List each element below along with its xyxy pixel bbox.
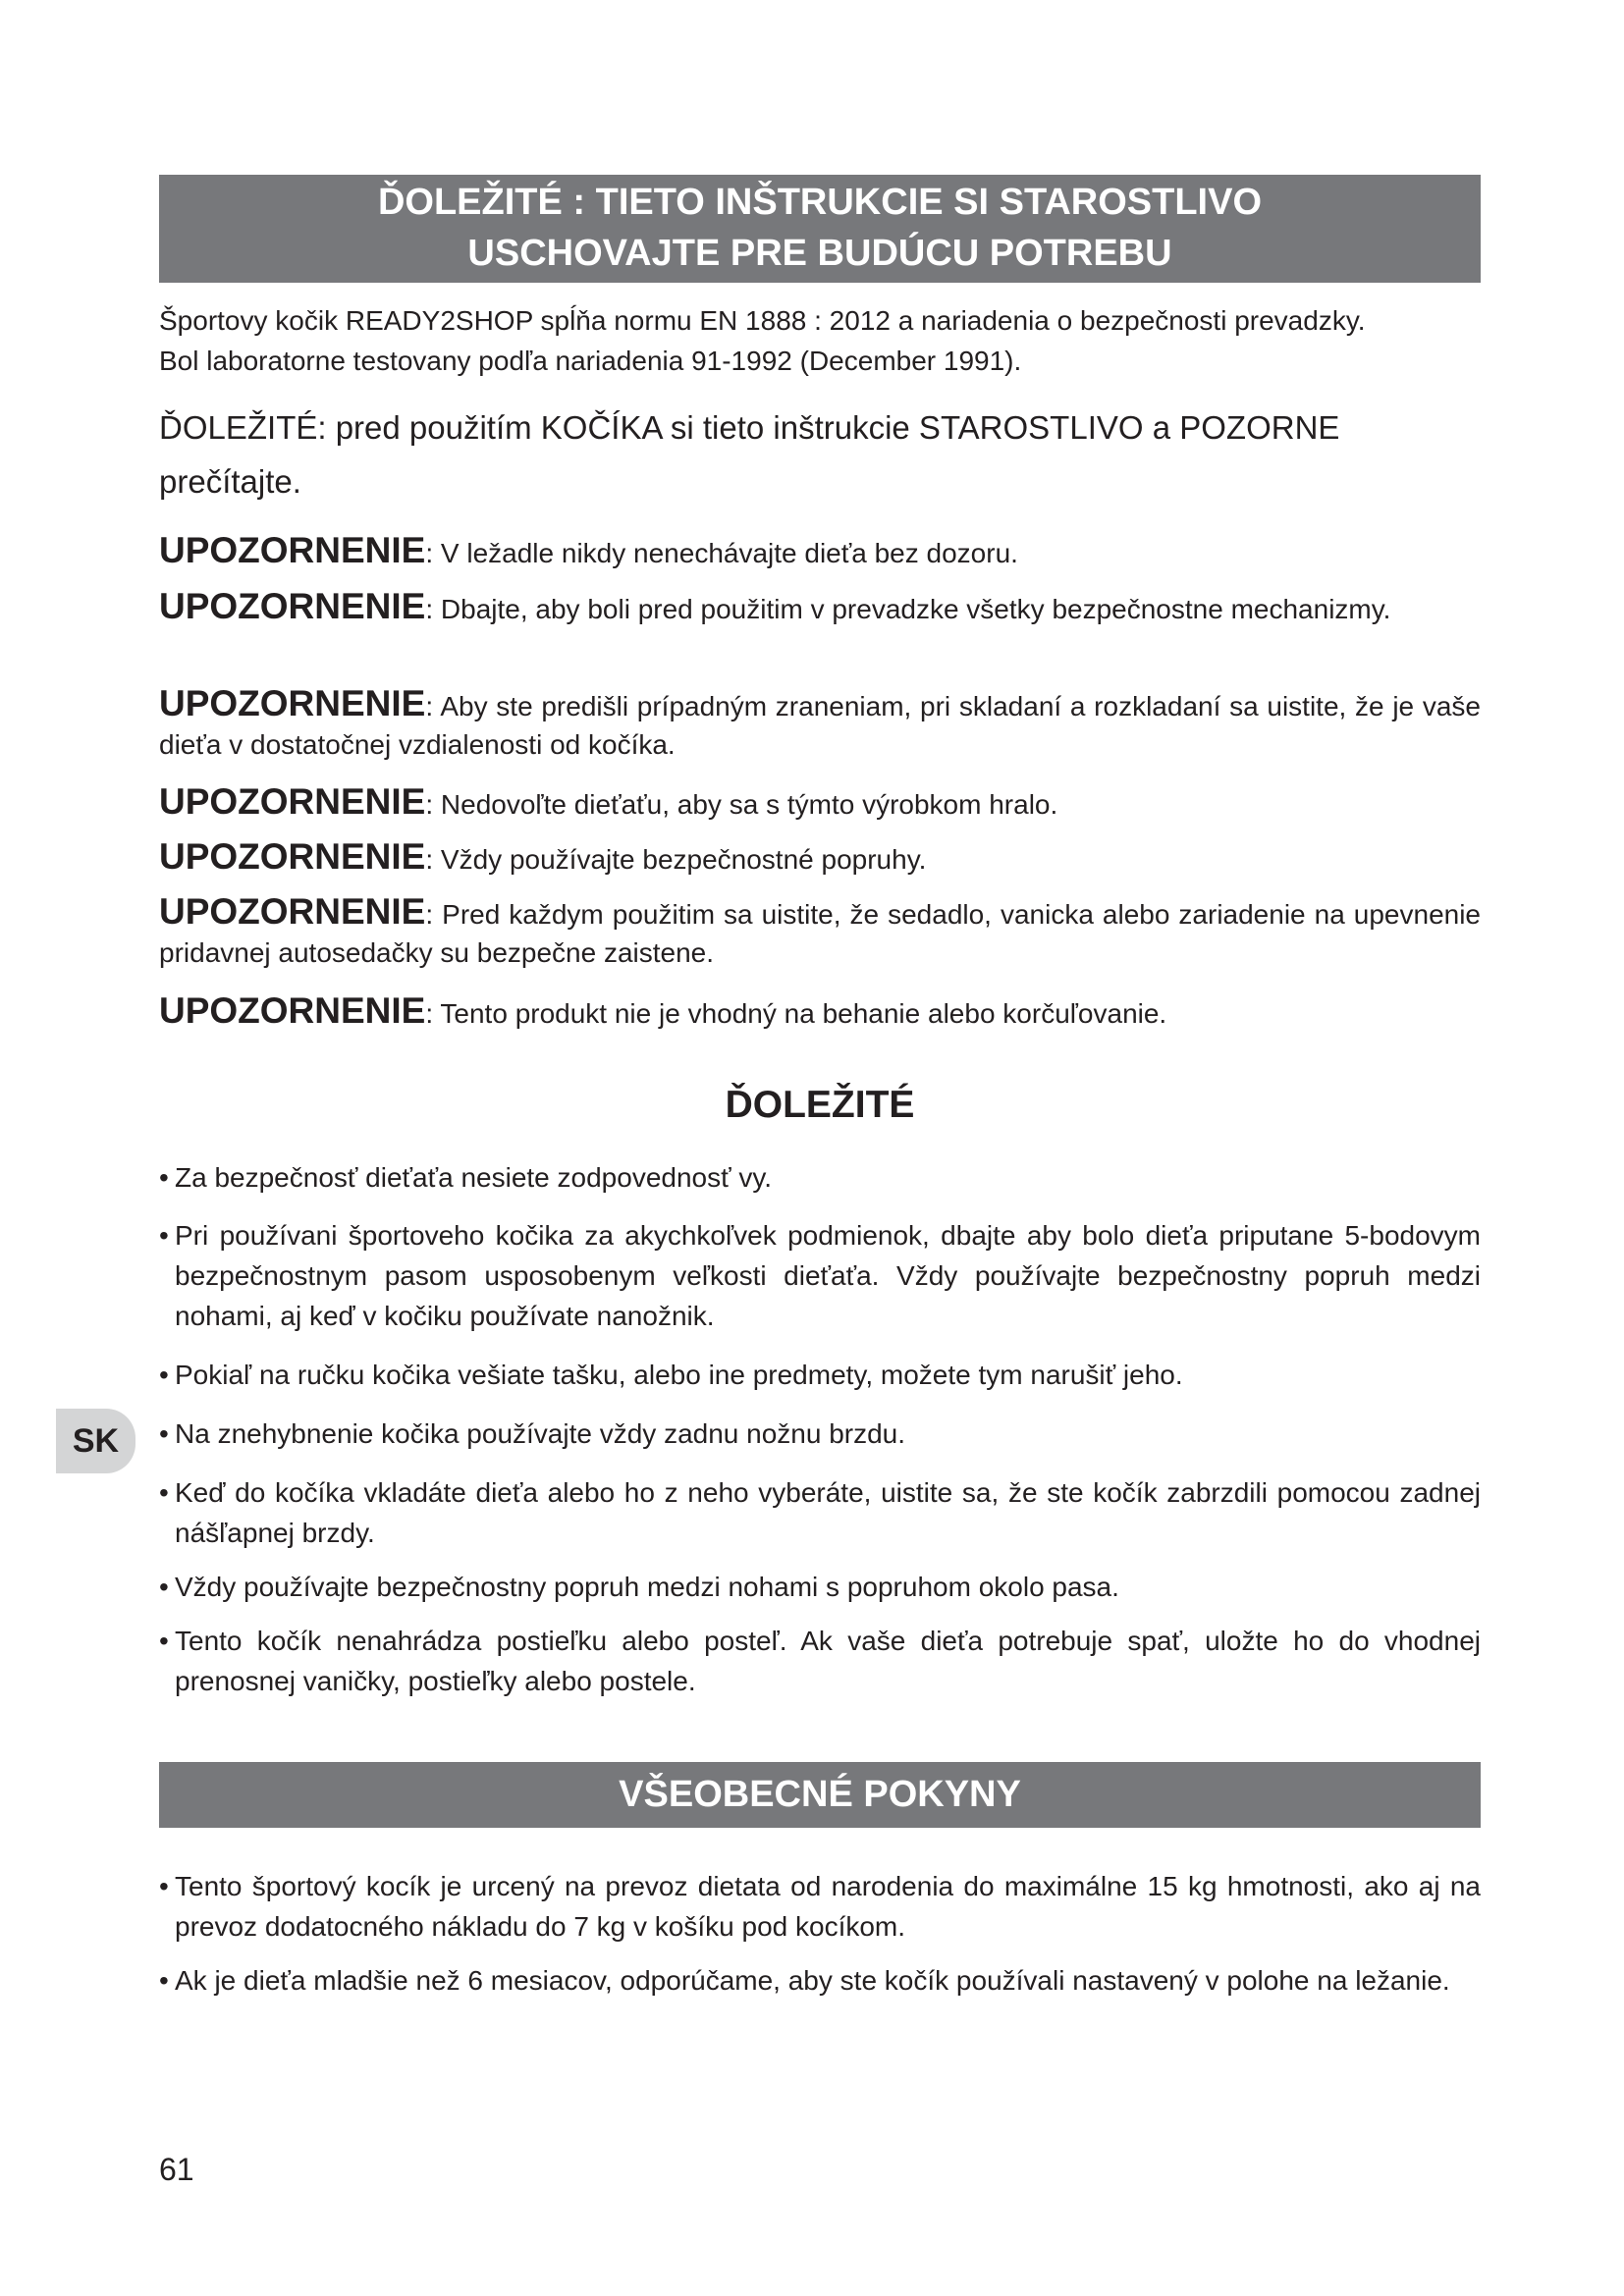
warning-3: [159, 684, 1481, 764]
bullet-symbol: •: [159, 1477, 169, 1508]
page-number: 61: [159, 2152, 194, 2187]
list-item: • Keď do kočíka vkladáte dieťa alebo ho z neho vyberáte, uistite sa, že ste kočík zabrzdili pomocou zadnej nášľapnej brzdy.: [159, 1472, 1481, 1553]
warning-4: [159, 782, 1481, 824]
warning-5: [159, 837, 1481, 879]
warning-text: : Vždy používajte bezpečnostné popruhy.: [425, 844, 927, 875]
important-section-title: ĎOLEŽITÉ: [725, 1084, 915, 1126]
warning-text: : Pred každym použitim sa uistite, že sedadlo, vanicka alebo zariadenie na upevnenie pridavnej autosedačky su bezpečne zaistene.: [159, 899, 1481, 968]
warning-text: : Dbajte, aby boli pred použitim v prevadzke všetky bezpečnostne mechanizmy.: [425, 594, 1391, 624]
header-banner: [159, 175, 1481, 283]
intro-line-1: Športovy kočik READY2SHOP spĺňa normu EN 1888 : 2012 a nariadenia o bezpečnosti prevadzky.: [159, 305, 1366, 336]
general-bullet-list: [159, 1866, 1481, 2001]
warning-text: : Aby ste predišli prípadným zraneniam, pri skladaní a rozkladaní sa uistite, že je vaše dieťa v dostatočnej vzdialenosti od kočíka.: [159, 691, 1481, 760]
warning-label: UPOZORNENIE: [159, 781, 426, 822]
warning-label: UPOZORNENIE: [159, 683, 426, 723]
warning-label: UPOZORNENIE: [159, 530, 426, 570]
warning-7: [159, 991, 1481, 1033]
list-item: • Tento kočík nenahrádza postieľku alebo posteľ. Ak vaše dieťa potrebuje spať, uložte ho do vhodnej prenosnej vaničky, postieľky alebo postele.: [159, 1621, 1481, 1701]
list-item: • Pokiaľ na ručku kočika vešiate tašku, alebo ine predmety, možete tym narušiť jeho.: [159, 1355, 1481, 1395]
general-section-banner: [159, 1762, 1481, 1828]
important-bullet-list: [159, 1157, 1481, 1701]
bullet-symbol: •: [159, 1162, 169, 1193]
important-notice-line-1: ĎOLEŽITÉ: pred použitím KOČÍKA si tieto inštrukcie STAROSTLIVO a POZORNE: [159, 409, 1340, 446]
header-banner-line-2: USCHOVAJTE PRE BUDÚCU POTREBU: [467, 233, 1172, 274]
bullet-symbol: •: [159, 1418, 169, 1449]
warning-text: : Nedovoľte dieťaťu, aby sa s týmto výrobkom hralo.: [425, 789, 1058, 820]
list-item: • Ak je dieťa mladšie než 6 mesiacov, odporúčame, aby ste kočík používali nastavený v polohe na ležanie.: [159, 1960, 1481, 2001]
warning-label: UPOZORNENIE: [159, 586, 426, 626]
general-section-title: VŠEOBECNÉ POKYNY: [619, 1774, 1021, 1815]
list-item: • Tento športový kocík je urcený na prevoz dietata od narodenia do maximálne 15 kg hmotnosti, ako aj na prevoz dodatocného nákladu do 7 kg v košíku pod kocíkom.: [159, 1866, 1481, 1947]
warning-text: : Tento produkt nie je vhodný na behanie alebo korčuľovanie.: [425, 998, 1167, 1029]
header-banner-line-1: ĎOLEŽITÉ : TIETO INŠTRUKCIE SI STAROSTLIVO: [377, 182, 1263, 223]
bullet-symbol: •: [159, 1626, 169, 1656]
warning-label: UPOZORNENIE: [159, 836, 426, 877]
bullet-symbol: •: [159, 1572, 169, 1602]
important-notice: [159, 400, 1481, 508]
intro-paragraph: [159, 300, 1481, 381]
important-notice-line-2: prečítajte.: [159, 463, 301, 500]
bullet-symbol: •: [159, 1360, 169, 1390]
warning-2: [159, 587, 1481, 628]
bullet-symbol: •: [159, 1220, 169, 1251]
list-item: • Pri používani športoveho kočika za akychkoľvek podmienok, dbajte aby bolo dieťa priputane 5-bodovym bezpečnostnym pasom usposobenym veľkosti dieťaťa. Vždy používajte bezpečnostny popruh medzi nohami, aj keď v kočiku používate nanožnik.: [159, 1215, 1481, 1336]
warning-6: [159, 892, 1481, 972]
list-item: • Na znehybnenie kočika používajte vždy zadnu nožnu brzdu.: [159, 1414, 1481, 1454]
list-item: • Vždy používajte bezpečnostny popruh medzi nohami s popruhom okolo pasa.: [159, 1567, 1481, 1607]
warning-label: UPOZORNENIE: [159, 990, 426, 1031]
bullet-symbol: •: [159, 1871, 169, 1901]
bullet-symbol: •: [159, 1965, 169, 1996]
warning-1: [159, 531, 1481, 572]
intro-line-2: Bol laboratorne testovany podľa nariadenia 91-1992 (December 1991).: [159, 346, 1022, 376]
warning-text: : V ležadle nikdy nenechávajte dieťa bez dozoru.: [425, 538, 1018, 568]
warning-label: UPOZORNENIE: [159, 891, 426, 932]
list-item: • Za bezpečnosť dieťaťa nesiete zodpovednosť vy.: [159, 1157, 1481, 1198]
language-tab: SK: [56, 1409, 135, 1473]
